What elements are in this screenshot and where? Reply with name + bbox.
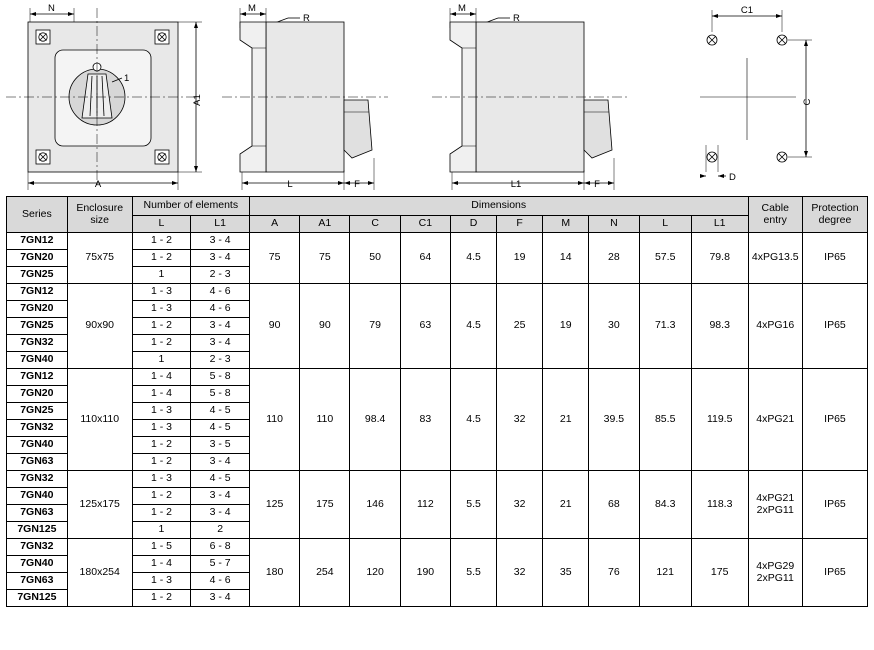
cell-series: 7GN125 <box>7 522 68 539</box>
cell-dim-C1: 63 <box>400 284 450 369</box>
label-R-1: R <box>303 13 310 24</box>
cell-elements-l1: 3 - 4 <box>191 250 250 267</box>
label-A1: A1 <box>192 94 203 106</box>
th-dim-A1: A1 <box>300 216 350 233</box>
cell-series: 7GN25 <box>7 318 68 335</box>
cell-cable-entry <box>748 369 802 471</box>
cable-entry-line: 4xPG16 <box>756 319 795 332</box>
cell-dim-A1: 90 <box>300 284 350 369</box>
cell-series: 7GN25 <box>7 403 68 420</box>
cell-enclosure-size: 180x254 <box>67 539 132 607</box>
cell-series: 7GN20 <box>7 301 68 318</box>
th-dim-F: F <box>497 216 543 233</box>
cell-elements-l1: 5 - 8 <box>191 369 250 386</box>
cell-series: 7GN32 <box>7 471 68 488</box>
cell-dim-D: 4.5 <box>451 369 497 471</box>
th-dim-D: D <box>451 216 497 233</box>
label-D: D <box>729 172 736 183</box>
label-L1: L1 <box>510 179 522 190</box>
label-C1: C1 <box>740 5 754 16</box>
cell-dim-L: 57.5 <box>639 233 691 284</box>
side-view-1-drawing <box>222 8 388 190</box>
label-M-2: M <box>458 3 466 14</box>
cell-series: 7GN32 <box>7 335 68 352</box>
cell-elements-l: 1 - 2 <box>132 590 191 607</box>
cell-dim-A1: 175 <box>300 471 350 539</box>
cell-dim-F: 32 <box>497 539 543 607</box>
th-series: Series <box>7 197 68 233</box>
cell-elements-l: 1 - 3 <box>132 301 191 318</box>
cell-elements-l1: 6 - 8 <box>191 539 250 556</box>
cell-protection-degree: IP65 <box>802 471 867 539</box>
cell-series: 7GN63 <box>7 505 68 522</box>
label-F-1: F <box>354 179 360 190</box>
th-protection-line1: Protection <box>811 202 859 215</box>
label-R-2: R <box>513 13 520 24</box>
cell-dim-A1: 254 <box>300 539 350 607</box>
cell-series: 7GN40 <box>7 437 68 454</box>
cell-series: 7GN12 <box>7 233 68 250</box>
cell-dim-L1: 175 <box>691 539 748 607</box>
cell-dim-N: 76 <box>589 539 639 607</box>
cell-series: 7GN40 <box>7 352 68 369</box>
cell-series: 7GN20 <box>7 250 68 267</box>
cell-elements-l1: 3 - 5 <box>191 437 250 454</box>
cell-dim-N: 39.5 <box>589 369 639 471</box>
cell-dim-A: 75 <box>249 233 299 284</box>
cell-dim-L1: 118.3 <box>691 471 748 539</box>
cell-elements-l: 1 <box>132 352 191 369</box>
cell-elements-l: 1 - 2 <box>132 335 191 352</box>
side-view-2-drawing <box>432 8 628 190</box>
cell-dim-A1: 110 <box>300 369 350 471</box>
th-protection-line2: degree <box>818 213 852 226</box>
cell-elements-l1: 2 - 3 <box>191 267 250 284</box>
dimensions-table-wrap <box>0 196 874 607</box>
cell-cable-entry <box>748 539 802 607</box>
label-1: 1 <box>124 73 130 84</box>
cell-series: 7GN12 <box>7 369 68 386</box>
cell-elements-l: 1 - 2 <box>132 318 191 335</box>
cell-dim-N: 30 <box>589 284 639 369</box>
cell-dim-N: 68 <box>589 471 639 539</box>
cell-enclosure-size: 90x90 <box>67 284 132 369</box>
th-enclosure-size-line1: Enclosure <box>76 202 124 215</box>
cell-dim-C1: 83 <box>400 369 450 471</box>
cell-series: 7GN25 <box>7 267 68 284</box>
th-cable-entry <box>748 197 802 233</box>
cell-series: 7GN63 <box>7 573 68 590</box>
cell-dim-L: 121 <box>639 539 691 607</box>
cell-enclosure-size: 110x110 <box>67 369 132 471</box>
th-enclosure-size-line2: size <box>90 213 110 226</box>
label-L: L <box>287 179 293 190</box>
cell-dim-C1: 190 <box>400 539 450 607</box>
table-head <box>7 197 868 233</box>
cell-dim-C1: 112 <box>400 471 450 539</box>
table-row <box>7 369 868 386</box>
cell-dim-L: 85.5 <box>639 369 691 471</box>
cell-elements-l1: 4 - 5 <box>191 403 250 420</box>
cell-elements-l: 1 <box>132 522 191 539</box>
cell-dim-F: 32 <box>497 369 543 471</box>
cell-elements-l: 1 - 2 <box>132 437 191 454</box>
cell-dim-C: 120 <box>350 539 400 607</box>
th-enclosure-size <box>67 197 132 233</box>
cell-elements-l: 1 - 3 <box>132 420 191 437</box>
cell-protection-degree: IP65 <box>802 284 867 369</box>
cell-elements-l: 1 - 2 <box>132 233 191 250</box>
cell-dim-L1: 79.8 <box>691 233 748 284</box>
cell-elements-l: 1 - 2 <box>132 505 191 522</box>
cell-enclosure-size: 75x75 <box>67 233 132 284</box>
cable-entry-line: 2xPG11 <box>756 571 794 584</box>
technical-drawings-panel <box>0 0 874 196</box>
cell-elements-l1: 2 <box>191 522 250 539</box>
cell-elements-l1: 4 - 6 <box>191 301 250 318</box>
cell-series: 7GN32 <box>7 539 68 556</box>
cell-dim-M: 19 <box>543 284 589 369</box>
cell-dim-L: 84.3 <box>639 471 691 539</box>
table-row <box>7 284 868 301</box>
cell-elements-l1: 2 - 3 <box>191 352 250 369</box>
cell-dim-C: 50 <box>350 233 400 284</box>
cell-elements-l: 1 - 4 <box>132 556 191 573</box>
cell-elements-l: 1 <box>132 267 191 284</box>
th-dim-C: C <box>350 216 400 233</box>
label-C: C <box>802 98 813 106</box>
cell-series: 7GN32 <box>7 420 68 437</box>
cell-series: 7GN63 <box>7 454 68 471</box>
cell-dim-M: 35 <box>543 539 589 607</box>
cell-elements-l1: 3 - 4 <box>191 318 250 335</box>
cell-elements-l: 1 - 4 <box>132 369 191 386</box>
cell-elements-l1: 3 - 4 <box>191 590 250 607</box>
label-N: N <box>48 3 55 14</box>
th-dim-N: N <box>589 216 639 233</box>
th-dim-L1: L1 <box>691 216 748 233</box>
cable-entry-line: 4xPG21 <box>756 412 795 425</box>
th-cable-entry-line1: Cable <box>761 202 789 215</box>
cell-cable-entry <box>748 233 802 284</box>
cell-elements-l1: 4 - 5 <box>191 420 250 437</box>
cell-dim-C: 98.4 <box>350 369 400 471</box>
cell-series: 7GN20 <box>7 386 68 403</box>
cell-series: 7GN40 <box>7 488 68 505</box>
label-A: A <box>94 179 102 190</box>
cell-elements-l1: 4 - 5 <box>191 471 250 488</box>
label-M-1: M <box>248 3 256 14</box>
th-elements-l1: L1 <box>191 216 250 233</box>
cell-dim-C: 79 <box>350 284 400 369</box>
cell-dim-M: 21 <box>543 369 589 471</box>
cable-entry-line: 2xPG11 <box>756 503 794 516</box>
cell-protection-degree: IP65 <box>802 539 867 607</box>
cell-dim-F: 25 <box>497 284 543 369</box>
cell-elements-l: 1 - 4 <box>132 386 191 403</box>
cell-dim-C1: 64 <box>400 233 450 284</box>
label-F-2: F <box>594 179 600 190</box>
th-number-of-elements: Number of elements <box>132 197 249 216</box>
cell-elements-l: 1 - 3 <box>132 573 191 590</box>
cell-elements-l1: 3 - 4 <box>191 335 250 352</box>
cell-elements-l1: 3 - 4 <box>191 454 250 471</box>
cell-dim-D: 4.5 <box>451 233 497 284</box>
th-dimensions: Dimensions <box>249 197 748 216</box>
cell-series: 7GN40 <box>7 556 68 573</box>
cell-elements-l: 1 - 3 <box>132 284 191 301</box>
cell-dim-L1: 119.5 <box>691 369 748 471</box>
cell-dim-A: 180 <box>249 539 299 607</box>
cell-protection-degree: IP65 <box>802 233 867 284</box>
cell-dim-D: 4.5 <box>451 284 497 369</box>
cable-entry-line: 4xPG29 <box>756 560 795 573</box>
cell-elements-l: 1 - 3 <box>132 403 191 420</box>
cell-elements-l1: 4 - 6 <box>191 573 250 590</box>
cell-dim-A: 110 <box>249 369 299 471</box>
cell-dim-A1: 75 <box>300 233 350 284</box>
cell-elements-l1: 3 - 4 <box>191 488 250 505</box>
cell-elements-l: 1 - 5 <box>132 539 191 556</box>
cell-elements-l: 1 - 2 <box>132 454 191 471</box>
cell-elements-l1: 4 - 6 <box>191 284 250 301</box>
th-cable-entry-line2: entry <box>763 213 787 226</box>
cell-dim-C: 146 <box>350 471 400 539</box>
cell-dim-A: 90 <box>249 284 299 369</box>
cell-cable-entry <box>748 471 802 539</box>
cell-dim-D: 5.5 <box>451 539 497 607</box>
drawings-svg <box>0 0 874 196</box>
cell-dim-A: 125 <box>249 471 299 539</box>
cell-dim-F: 19 <box>497 233 543 284</box>
cell-series: 7GN12 <box>7 284 68 301</box>
cell-dim-M: 21 <box>543 471 589 539</box>
cell-elements-l: 1 - 2 <box>132 250 191 267</box>
cell-cable-entry <box>748 284 802 369</box>
cell-elements-l1: 3 - 4 <box>191 505 250 522</box>
th-elements-l: L <box>132 216 191 233</box>
th-dim-M: M <box>543 216 589 233</box>
cell-dim-N: 28 <box>589 233 639 284</box>
cell-protection-degree: IP65 <box>802 369 867 471</box>
cell-dim-M: 14 <box>543 233 589 284</box>
front-view-drawing <box>6 8 202 190</box>
cell-dim-D: 5.5 <box>451 471 497 539</box>
cell-series: 7GN125 <box>7 590 68 607</box>
cell-dim-L: 71.3 <box>639 284 691 369</box>
th-dim-A: A <box>249 216 299 233</box>
drilling-pattern-drawing <box>700 10 812 178</box>
table-row <box>7 539 868 556</box>
table-row <box>7 471 868 488</box>
cell-elements-l1: 3 - 4 <box>191 233 250 250</box>
th-dim-C1: C1 <box>400 216 450 233</box>
cable-entry-line: 4xPG13.5 <box>751 251 799 264</box>
cell-elements-l: 1 - 2 <box>132 488 191 505</box>
th-dim-L: L <box>639 216 691 233</box>
cell-enclosure-size: 125x175 <box>67 471 132 539</box>
cell-elements-l1: 5 - 8 <box>191 386 250 403</box>
dimensions-table <box>6 196 868 607</box>
cell-elements-l: 1 - 3 <box>132 471 191 488</box>
cell-dim-L1: 98.3 <box>691 284 748 369</box>
cell-elements-l1: 5 - 7 <box>191 556 250 573</box>
table-body <box>7 233 868 607</box>
table-row <box>7 233 868 250</box>
th-protection-degree <box>802 197 867 233</box>
cable-entry-line: 4xPG21 <box>756 492 795 505</box>
cell-dim-F: 32 <box>497 471 543 539</box>
